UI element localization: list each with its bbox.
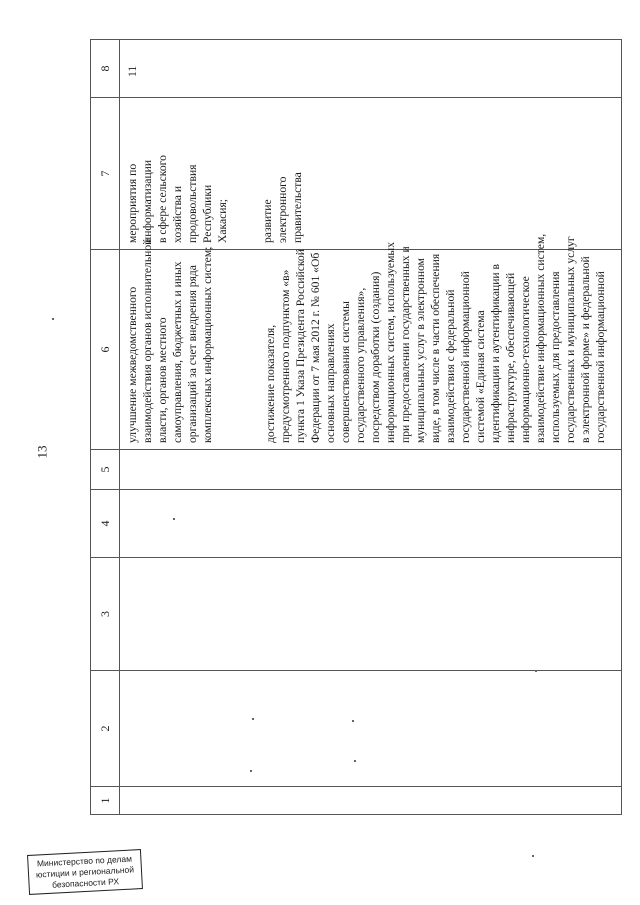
col6-line: власти, органов местного (156, 317, 169, 443)
col6-gap (215, 256, 263, 443)
scan-speck (535, 670, 537, 672)
col8-value-1: 11 (126, 65, 139, 77)
col6-text (120, 233, 613, 449)
scan-speck (52, 318, 54, 320)
content-row (120, 40, 622, 815)
rotated-table-container (90, 40, 622, 815)
col7-line: Хакасия; (216, 198, 229, 243)
stamp-line-1: Министерство по делам (36, 853, 133, 869)
col6-line: взаимодействия органов исполнительной (141, 238, 154, 443)
scan-speck (354, 760, 356, 762)
col6-line: государственной информационной (594, 271, 607, 443)
col6-line: основных направлениях (324, 323, 337, 443)
col6-line: достижение показателя, (264, 324, 277, 443)
col6-line: пункта 1 Указа Президента Российской (294, 249, 307, 443)
col-number-3: 3 (91, 558, 120, 671)
col-number-5: 5 (91, 450, 120, 490)
col6-line: информационно-технологическое (519, 276, 532, 443)
col7-line: правительства (291, 172, 304, 243)
col7-line: продовольствия (186, 164, 199, 243)
col6-line: организаций за счет внедрения ряда (186, 265, 199, 443)
col6-line: государственного управления», (354, 287, 367, 443)
cell-col1 (120, 787, 622, 815)
stamp-line-2: юстиции и региональной (35, 864, 135, 880)
col6-line: государственной информационной (459, 271, 472, 443)
col6-line: Федерации от 7 мая 2012 г. № 601 «Об (309, 252, 322, 443)
col8-value-2 (220, 0, 235, 91)
col6-line: муниципальных услуг в электронном (414, 257, 427, 443)
col6-line: взаимодействие информационных систем, (534, 233, 547, 443)
col7-line: в сфере сельского (156, 155, 169, 243)
col6-line: при предоставлении государственных и (399, 246, 412, 443)
cell-col4 (120, 490, 622, 558)
col6-line: информационных систем, используемых (384, 241, 397, 443)
col-number-1: 1 (91, 787, 120, 815)
col6-line: совершенствования системы (339, 301, 352, 443)
col6-line: в электронной форме» и федеральной (579, 256, 592, 443)
col7-line: Республики (201, 184, 214, 243)
page-number: 13 (34, 445, 50, 459)
col6-line: взаимодействия с федеральной (444, 289, 457, 443)
scan-speck (250, 770, 252, 772)
cell-col8 (120, 40, 622, 98)
scan-speck (532, 855, 534, 857)
col6-line: идентификации и аутентификации в (489, 263, 502, 443)
scan-speck (252, 718, 254, 720)
col6-line: государственных и муниципальных услуг (564, 236, 577, 443)
col7-line: развитие (261, 199, 274, 243)
col6-line: системой «Единая система (474, 310, 487, 443)
col-number-2: 2 (91, 671, 120, 787)
col7-text (120, 98, 310, 249)
col-number-8: 8 (91, 40, 120, 98)
col-number-6: 6 (91, 250, 120, 450)
cell-col3 (120, 558, 622, 671)
col6-line: улучшение межведомственного (126, 286, 139, 443)
cell-col7 (120, 98, 622, 250)
scan-speck (173, 518, 175, 520)
stamp (27, 849, 143, 895)
col7-gap (230, 104, 260, 243)
col7-line: информатизации (141, 159, 154, 243)
col6-line: инфраструктуре, обеспечивающей (504, 272, 517, 443)
col7-line: хозяйства и (171, 185, 184, 243)
cell-col6 (120, 233, 622, 450)
document-table (90, 39, 622, 815)
col6-line: используемых для предоставления (549, 271, 562, 443)
cell-col2 (120, 671, 622, 787)
col6-line: предусмотренного подпунктом «в» (279, 269, 292, 443)
col7-line: электронного (276, 176, 289, 243)
col6-line: виде, в том числе в части обеспечения (429, 253, 442, 443)
scan-speck (352, 720, 354, 722)
col-number-4: 4 (91, 490, 120, 558)
col6-line: посредством доработки (создания) (369, 271, 382, 443)
column-number-row (91, 40, 120, 815)
col6-line: комплексных информационных систем; (201, 246, 214, 443)
col6-line: самоуправления, бюджетных и иных (171, 261, 184, 443)
col7-line: мероприятия по (126, 163, 139, 243)
cell-col5 (120, 450, 622, 490)
stamp-line-3: безопасности РХ (51, 876, 120, 890)
col-number-7: 7 (91, 98, 120, 250)
